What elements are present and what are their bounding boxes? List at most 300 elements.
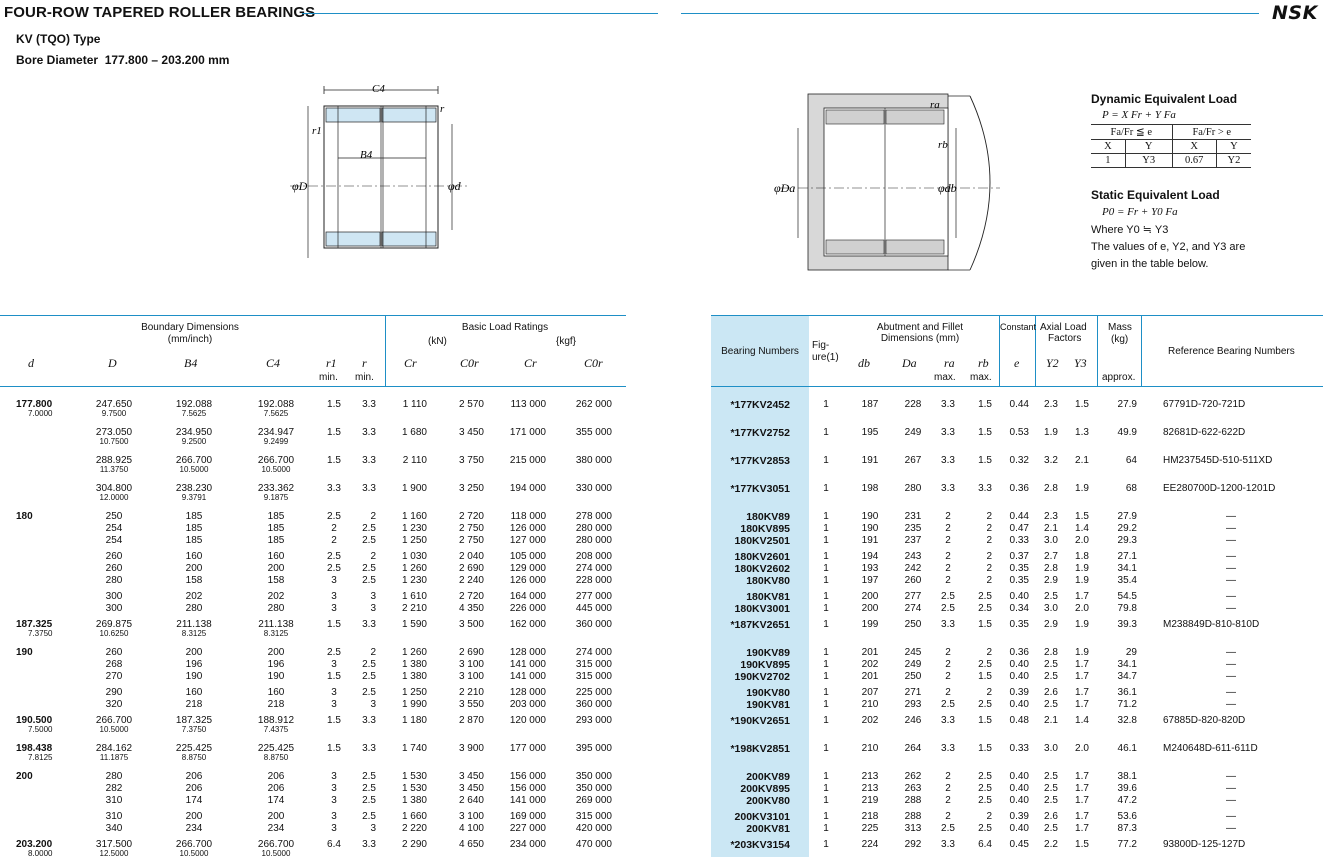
cell-cr-kn: 1 380	[401, 659, 427, 670]
cell-Y3: 1.9	[1075, 575, 1089, 586]
cell-C: 158	[267, 575, 285, 586]
cell-db: 224	[861, 839, 879, 850]
static-load-note-2: given in the table below.	[1091, 258, 1209, 270]
cell-D: 310	[105, 795, 123, 806]
static-load-formula: P0 = Fr + Y0 Fa	[1102, 206, 1178, 218]
cell-cr-kn: 1 160	[401, 511, 427, 522]
cell-ra: 2	[945, 687, 951, 698]
cell-c0r-kgf: 330 000	[575, 483, 612, 494]
cell-reference: EE280700D-1200-1201D	[1163, 483, 1276, 494]
cell-c0r-kgf: 350 000	[575, 783, 612, 794]
cell-B: 160	[185, 551, 203, 562]
cell-Da: 246	[904, 715, 922, 726]
cell-Y3: 1.9	[1075, 563, 1089, 574]
cell-D: 300	[105, 591, 123, 602]
cell-Y2: 2.9	[1044, 575, 1058, 586]
cell-e: 0.40	[1009, 795, 1029, 806]
col-ra: ra	[944, 356, 955, 370]
col-rb-max: max.	[970, 372, 992, 383]
cell-bearing-number: *177KV2452	[730, 399, 790, 411]
cell-Da: 250	[904, 619, 922, 630]
cell-inch-Ci: 7.5625	[263, 409, 289, 418]
cell-c0r-kgf: 380 000	[575, 455, 612, 466]
col-e: e	[1014, 356, 1020, 370]
cell-r: 3	[370, 591, 376, 602]
cell-inch-Di: 10.5000	[99, 725, 129, 734]
cell-cr-kn: 1 030	[401, 551, 427, 562]
cell-Y2: 3.0	[1044, 535, 1058, 546]
label-c4: C4	[372, 83, 385, 95]
cell-inch-Ci: 9.1875	[263, 493, 289, 502]
cell-figure: 1	[823, 811, 829, 822]
cell-reference: —	[1226, 563, 1236, 574]
cell-db: 197	[861, 575, 879, 586]
cell-inch-di: 7.0000	[28, 409, 53, 418]
cell-rb: 1.5	[978, 427, 992, 438]
cell-cr-kgf: 164 000	[509, 591, 546, 602]
cell-rb: 1.5	[978, 743, 992, 754]
cell-C: 234	[267, 823, 285, 834]
cell-D: 247.650	[95, 399, 133, 410]
brand-logo: NSK	[1272, 2, 1318, 24]
col-cr-kgf: Cr	[524, 356, 537, 370]
cell-Y3: 1.5	[1075, 399, 1089, 410]
cell-r1: 1.5	[327, 399, 341, 410]
cell-bearing-number: *177KV2853	[730, 455, 790, 467]
cell-inch-Di: 11.1875	[99, 753, 129, 762]
cell-C: 188.912	[257, 715, 295, 726]
cell-cr-kgf: 156 000	[509, 783, 546, 794]
cell-figure: 1	[823, 715, 829, 726]
cell-cr-kn: 1 380	[401, 671, 427, 682]
label-ra: ra	[930, 99, 940, 111]
cell-c0r-kgf: 315 000	[575, 811, 612, 822]
cell-c0r-kn: 3 100	[458, 659, 484, 670]
cell-r: 3.3	[362, 399, 376, 410]
cell-mass: 54.5	[1117, 591, 1137, 602]
cell-db: 194	[861, 551, 879, 562]
cell-inch-di: 7.8125	[28, 753, 53, 762]
cell-D: 320	[105, 699, 123, 710]
cell-bearing-number: *177KV2752	[730, 427, 790, 439]
cell-bearing-number: 180KV80	[746, 575, 790, 587]
cell-r: 2.5	[362, 771, 376, 782]
cell-c0r-kn: 2 570	[458, 399, 484, 410]
kgf-unit: {kgf}	[556, 336, 577, 347]
cell-db: 225	[861, 823, 879, 834]
cell-e: 0.33	[1009, 535, 1029, 546]
cell-Y3: 1.7	[1075, 671, 1089, 682]
cell-C: 185	[267, 535, 285, 546]
cell-cr-kn: 1 680	[401, 427, 427, 438]
cell-e: 0.40	[1009, 591, 1029, 602]
cell-Da: 288	[904, 811, 922, 822]
cell-cr-kn: 1 260	[401, 563, 427, 574]
cell-inch-Di: 12.5000	[99, 849, 129, 858]
cell-B: 158	[185, 575, 203, 586]
page-title: FOUR-ROW TAPERED ROLLER BEARINGS	[4, 4, 316, 21]
cell-inch-Ci: 10.5000	[261, 849, 291, 858]
label-phi-D: φD	[292, 179, 308, 193]
cell-B: 187.325	[175, 715, 213, 726]
cell-c0r-kn: 2 690	[458, 647, 484, 658]
cell-figure: 1	[823, 699, 829, 710]
cell-figure: 1	[823, 603, 829, 614]
cell-D: 266.700	[95, 715, 133, 726]
cell-Da: 313	[904, 823, 922, 834]
cell-C: 218	[267, 699, 285, 710]
cell-Da: 235	[904, 523, 922, 534]
cell-reference: M238849D-810-810D	[1163, 619, 1260, 630]
cell-cr-kgf: 126 000	[509, 523, 546, 534]
cell-Y2: 2.5	[1044, 771, 1058, 782]
cell-figure: 1	[823, 563, 829, 574]
cell-C: 160	[267, 551, 285, 562]
cell-ra: 2	[945, 523, 951, 534]
cell-B: 218	[185, 699, 203, 710]
cell-mass: 39.3	[1117, 619, 1137, 630]
cell-r: 3	[370, 823, 376, 834]
cell-c0r-kn: 2 040	[458, 551, 484, 562]
cell-B: 234	[185, 823, 203, 834]
cell-C: 185	[267, 511, 285, 522]
cell-Y2: 2.8	[1044, 563, 1058, 574]
cell-c0r-kn: 2 240	[458, 575, 484, 586]
cell-c0r-kgf: 293 000	[575, 715, 612, 726]
cell-mass: 46.1	[1117, 743, 1137, 754]
axial-heading-2: Factors	[1048, 333, 1082, 344]
cell-cr-kn: 1 530	[401, 771, 427, 782]
cell-C: 234.947	[257, 427, 295, 438]
cell-db: 201	[861, 647, 879, 658]
cell-bearing-number: *177KV3051	[730, 483, 790, 495]
col-d: d	[28, 356, 34, 370]
cell-e: 0.35	[1009, 619, 1029, 630]
cell-mass: 29.3	[1117, 535, 1137, 546]
cell-bearing-number: 200KV895	[740, 783, 790, 795]
cell-e: 0.36	[1009, 483, 1029, 494]
cell-cr-kgf: 126 000	[509, 575, 546, 586]
bore-line	[16, 53, 229, 67]
cell-r: 2.5	[362, 671, 376, 682]
cell-Da: 228	[904, 399, 922, 410]
kn-unit: (kN)	[428, 336, 447, 347]
cell-Da: 264	[904, 743, 922, 754]
cell-Y3: 2.0	[1075, 603, 1089, 614]
cell-B: 206	[185, 783, 203, 794]
cell-B: 174	[185, 795, 203, 806]
col-x2: X	[1172, 140, 1216, 154]
cell-Da: 263	[904, 783, 922, 794]
cell-Da: 262	[904, 771, 922, 782]
cell-bearing-number: 190KV89	[746, 647, 790, 659]
cell-r1: 3	[331, 699, 337, 710]
cell-Y3: 1.5	[1075, 511, 1089, 522]
cell-c0r-kn: 3 500	[458, 619, 484, 630]
cell-r: 2.5	[362, 783, 376, 794]
cell-cr-kgf: 118 000	[510, 511, 546, 522]
cell-cr-kgf: 128 000	[509, 687, 546, 698]
cell-db: 191	[861, 535, 879, 546]
abutment-heading-2: Dimensions (mm)	[880, 333, 960, 344]
cell-reference: —	[1226, 535, 1236, 546]
cell-c0r-kgf: 277 000	[575, 591, 612, 602]
cell-D: 270	[105, 671, 123, 682]
cell-reference: —	[1226, 523, 1236, 534]
cell-cr-kgf: 105 000	[509, 551, 546, 562]
cell-r: 3.3	[362, 715, 376, 726]
cell-ra: 3.3	[941, 427, 955, 438]
cell-inch-Bi: 8.8750	[181, 753, 207, 762]
col-ra-max: max.	[934, 372, 956, 383]
cell-r1: 3	[331, 659, 337, 670]
cell-rb: 2.5	[978, 699, 992, 710]
cell-Y3: 1.7	[1075, 687, 1089, 698]
cell-reference: M240648D-611-611D	[1163, 743, 1258, 754]
cell-bearing-number: 180KV2602	[734, 563, 790, 575]
title-divider	[302, 13, 658, 14]
cell-reference: 82681D-622-622D	[1163, 427, 1246, 438]
cell-Da: 280	[904, 483, 922, 494]
cell-c0r-kn: 3 550	[458, 699, 484, 710]
cell-db: 207	[861, 687, 879, 698]
cell-c0r-kn: 2 750	[458, 535, 484, 546]
static-load-where: Where Y0 ≒ Y3	[1091, 224, 1169, 236]
cell-Y3: 1.7	[1075, 591, 1089, 602]
col-Y3: Y3	[1074, 356, 1087, 370]
cell-Y3: 1.7	[1075, 823, 1089, 834]
cell-reference: —	[1226, 811, 1236, 822]
cell-db: 218	[861, 811, 879, 822]
cell-rb: 1.5	[978, 455, 992, 466]
cell-d: 187.325	[16, 619, 53, 630]
cell-db: 198	[861, 483, 879, 494]
cell-rb: 2.5	[978, 783, 992, 794]
cell-rb: 1.5	[978, 619, 992, 630]
cell-Y2: 2.8	[1044, 647, 1058, 658]
cell-mass: 79.8	[1117, 603, 1137, 614]
cell-mass: 87.3	[1117, 823, 1137, 834]
cell-C: 185	[267, 523, 285, 534]
label-phi-d: φd	[448, 179, 461, 193]
cell-rb: 1.5	[978, 399, 992, 410]
cond-right: Fa/Fr > e	[1172, 125, 1251, 140]
cell-db: 190	[861, 511, 879, 522]
cell-bearing-number: 200KV89	[746, 771, 790, 783]
cell-e: 0.53	[1009, 427, 1029, 438]
cell-rb: 2	[986, 575, 992, 586]
cell-figure: 1	[823, 551, 829, 562]
cell-r: 3.3	[362, 743, 376, 754]
cell-C: 174	[267, 795, 285, 806]
cell-D: 260	[105, 647, 123, 658]
cell-d: 198.438	[16, 743, 53, 754]
cell-B: 196	[185, 659, 203, 670]
cell-cr-kn: 1 380	[401, 795, 427, 806]
cell-cr-kn: 1 900	[401, 483, 427, 494]
cell-C: 202	[267, 591, 285, 602]
col-db: db	[858, 356, 870, 370]
cell-r: 3	[370, 603, 376, 614]
label-phi-db: φdb	[938, 181, 957, 195]
col-c0r-kgf: C0r	[584, 356, 603, 370]
cell-reference: —	[1226, 699, 1236, 710]
cell-rb: 2	[986, 811, 992, 822]
cell-db: 193	[861, 563, 879, 574]
cell-reference: —	[1226, 795, 1236, 806]
cell-ra: 2	[945, 563, 951, 574]
mass-unit: (kg)	[1111, 334, 1129, 345]
cell-cr-kn: 1 230	[401, 575, 427, 586]
cell-d: 180	[16, 511, 33, 522]
cell-D: 250	[105, 511, 123, 522]
cell-r1: 6.4	[327, 839, 341, 850]
cell-ra: 2.5	[941, 699, 955, 710]
cell-cr-kgf: 226 000	[509, 603, 546, 614]
cell-B: 185	[185, 535, 203, 546]
cell-c0r-kgf: 278 000	[575, 511, 612, 522]
cell-cr-kn: 1 740	[401, 743, 427, 754]
cell-cr-kn: 1 260	[401, 647, 427, 658]
cell-rb: 2	[986, 535, 992, 546]
figure-heading-2: ure(1)	[812, 352, 839, 363]
cell-d: 203.200	[16, 839, 53, 850]
cell-Da: 249	[904, 659, 922, 670]
cell-c0r-kn: 2 720	[458, 511, 484, 522]
cell-cr-kgf: 171 000	[509, 427, 546, 438]
cell-figure: 1	[823, 591, 829, 602]
cell-rb: 2.5	[978, 771, 992, 782]
left-table-header-rule	[0, 386, 626, 387]
cell-Da: 249	[904, 427, 922, 438]
cell-bearing-number: 190KV895	[740, 659, 790, 671]
cell-c0r-kgf: 274 000	[575, 563, 612, 574]
cell-inch-Ci: 9.2499	[263, 437, 289, 446]
cell-D: 300	[105, 603, 123, 614]
col-div-4	[1141, 316, 1142, 386]
cell-r1: 1.5	[327, 743, 341, 754]
col-x1: X	[1091, 140, 1125, 154]
cell-rb: 2.5	[978, 659, 992, 670]
cell-r: 2.5	[362, 575, 376, 586]
cell-Y3: 1.7	[1075, 811, 1089, 822]
cell-r1: 3	[331, 811, 337, 822]
cell-rb: 3.3	[978, 483, 992, 494]
cell-ra: 2	[945, 783, 951, 794]
cell-db: 187	[861, 399, 879, 410]
figure-heading: Fig-	[812, 340, 830, 351]
cell-D: 260	[105, 563, 123, 574]
cell-cr-kn: 1 230	[401, 523, 427, 534]
cell-e: 0.45	[1009, 839, 1029, 850]
cell-mass: 49.9	[1117, 427, 1137, 438]
cell-cr-kgf: 169 000	[509, 811, 546, 822]
cell-Y2: 2.5	[1044, 671, 1058, 682]
cell-mass: 27.9	[1117, 399, 1137, 410]
cell-Y2: 3.0	[1044, 743, 1058, 754]
cell-rb: 2.5	[978, 795, 992, 806]
cell-r: 2.5	[362, 523, 376, 534]
cell-bearing-number: *190KV2651	[730, 715, 790, 727]
cell-Y2: 2.5	[1044, 699, 1058, 710]
cell-c0r-kgf: 280 000	[575, 535, 612, 546]
cell-Y3: 1.7	[1075, 659, 1089, 670]
cell-mass: 35.4	[1117, 575, 1137, 586]
cell-reference: —	[1226, 647, 1236, 658]
cell-B: 200	[185, 563, 203, 574]
cell-c0r-kn: 2 870	[458, 715, 484, 726]
left-table-top-rule	[0, 315, 626, 316]
cell-cr-kn: 1 660	[401, 811, 427, 822]
cell-Y3: 1.5	[1075, 839, 1089, 850]
col-Da: Da	[902, 356, 917, 370]
cell-bearing-number: 180KV895	[740, 523, 790, 535]
cell-mass: 32.8	[1117, 715, 1137, 726]
cell-Da: 243	[904, 551, 922, 562]
cell-Y2: 2.5	[1044, 591, 1058, 602]
cell-ra: 2	[945, 659, 951, 670]
cell-mass: 36.1	[1117, 687, 1137, 698]
cell-B: 238.230	[175, 483, 213, 494]
cell-r1: 2.5	[327, 563, 341, 574]
cell-r1: 3.3	[327, 483, 341, 494]
cell-figure: 1	[823, 483, 829, 494]
cell-bearing-number: *187KV2651	[730, 619, 790, 631]
left-table-col-divider	[385, 316, 386, 386]
col-B4: B4	[184, 356, 198, 370]
cell-e: 0.39	[1009, 811, 1029, 822]
cell-c0r-kgf: 355 000	[575, 427, 612, 438]
cell-c0r-kn: 2 640	[458, 795, 484, 806]
cell-rb: 6.4	[978, 839, 992, 850]
static-load-title: Static Equivalent Load	[1091, 188, 1220, 202]
cell-inch-di: 7.3750	[28, 629, 53, 638]
cell-cr-kgf: 162 000	[509, 619, 546, 630]
cell-Da: 292	[904, 839, 922, 850]
cell-figure: 1	[823, 535, 829, 546]
cell-c0r-kn: 3 750	[458, 455, 484, 466]
cell-c0r-kn: 4 650	[458, 839, 484, 850]
cell-ra: 2	[945, 811, 951, 822]
cell-c0r-kn: 3 250	[458, 483, 484, 494]
cell-e: 0.44	[1009, 399, 1029, 410]
cell-c0r-kgf: 228 000	[575, 575, 612, 586]
cell-r1: 3	[331, 823, 337, 834]
cell-cr-kgf: 129 000	[509, 563, 546, 574]
col-cr-kn: Cr	[404, 356, 417, 370]
cell-mass: 34.1	[1117, 563, 1137, 574]
cell-c0r-kn: 3 450	[458, 771, 484, 782]
cell-Y3: 1.4	[1075, 715, 1089, 726]
cell-bearing-number: 190KV81	[746, 699, 790, 711]
cell-figure: 1	[823, 687, 829, 698]
col-r1-min: min.	[319, 372, 338, 383]
cell-r: 3.3	[362, 839, 376, 850]
cell-Da: 267	[904, 455, 922, 466]
cell-r1: 1.5	[327, 455, 341, 466]
cell-e: 0.40	[1009, 671, 1029, 682]
cell-r1: 3	[331, 575, 337, 586]
cell-mass: 34.7	[1117, 671, 1137, 682]
col-C4: C4	[266, 356, 281, 370]
cell-db: 190	[861, 523, 879, 534]
cell-c0r-kgf: 350 000	[575, 771, 612, 782]
cell-mass: 27.9	[1117, 511, 1137, 522]
cell-db: 199	[861, 619, 879, 630]
cell-inch-Di: 12.0000	[99, 493, 129, 502]
cell-ra: 3.3	[941, 483, 955, 494]
cell-inch-Di: 10.6250	[99, 629, 129, 638]
